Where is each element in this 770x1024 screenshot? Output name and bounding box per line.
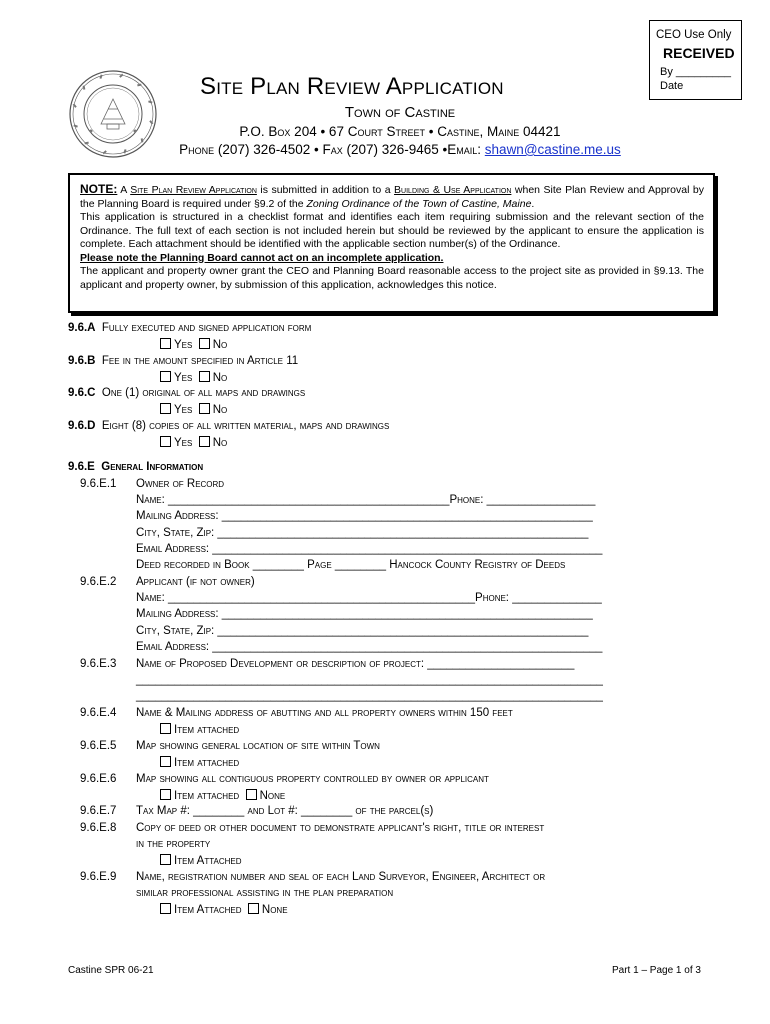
no-checkbox[interactable] bbox=[199, 338, 210, 349]
item-attached-checkbox[interactable] bbox=[160, 756, 171, 767]
town-name: Town of Castine bbox=[344, 104, 456, 121]
e5-attached bbox=[160, 756, 239, 769]
e7-number: 9.6.E.7 bbox=[80, 805, 117, 817]
item-attached-label: Item attached bbox=[174, 724, 240, 736]
footer-form-id: Castine SPR 06-21 bbox=[68, 965, 154, 976]
yes-checkbox[interactable] bbox=[160, 338, 171, 349]
yes-checkbox[interactable] bbox=[160, 371, 171, 382]
item-attached-label: Item Attached bbox=[174, 855, 242, 867]
general-info-heading bbox=[68, 461, 203, 473]
item-text: One (1) original of all maps and drawings bbox=[101, 387, 306, 399]
notice-incomplete-warning: Please note the Planning Board cannot act on an incomplete application. bbox=[80, 251, 444, 264]
applicant-heading: Applicant (if not owner) bbox=[136, 576, 255, 588]
owner-of-record-heading: Owner of Record bbox=[136, 478, 225, 490]
no-checkbox[interactable] bbox=[199, 403, 210, 414]
project-description-line[interactable]: _________________________________________________________________________ bbox=[136, 674, 603, 686]
deed-copy-item-cont: in the property bbox=[136, 838, 211, 850]
item-text: Eight (8) copies of all written material, maps and drawings bbox=[101, 420, 390, 432]
item-attached-checkbox[interactable] bbox=[160, 723, 171, 734]
checklist-item-c bbox=[68, 387, 305, 399]
page-title: Site Plan Review Application bbox=[200, 73, 504, 100]
yes-no-b bbox=[160, 371, 227, 384]
e6-number: 9.6.E.6 bbox=[80, 773, 117, 785]
no-label: No bbox=[212, 404, 228, 416]
e3-number: 9.6.E.3 bbox=[80, 658, 117, 670]
e4-number: 9.6.E.4 bbox=[80, 707, 117, 719]
yes-checkbox[interactable] bbox=[160, 403, 171, 414]
item-attached-checkbox[interactable] bbox=[160, 854, 171, 865]
phone-fax: Phone (207) 326-4502 • Fax (207) 326-9465 •Email: bbox=[179, 142, 485, 157]
item-attached-label: Item attached bbox=[174, 757, 240, 769]
yes-label: Yes bbox=[174, 339, 193, 351]
e4-attached bbox=[160, 723, 239, 736]
applicant-email-field[interactable]: Email Address: _____________________________________________________________ bbox=[136, 641, 603, 653]
no-label: No bbox=[212, 437, 228, 449]
no-checkbox[interactable] bbox=[199, 371, 210, 382]
mailing-address: P.O. Box 204 • 67 Court Street • Castine, Maine 04421 bbox=[239, 124, 561, 139]
notice-paragraph-2: This application is structured in a checklist format and identifies each item requiring submission and the relevant section of the Ordinance. The full text of each section is not included herein but should be reviewed by the applicant to ensure the application is complete. Each attachment should be identified with the applicable section number(s) of the Ordinance. bbox=[80, 211, 704, 250]
item-text: Fee in the amount specified in Article 11 bbox=[101, 355, 299, 367]
item-attached-checkbox[interactable] bbox=[160, 903, 171, 914]
contiguous-property-map-item: Map showing all contiguous property controlled by owner or applicant bbox=[136, 773, 489, 785]
spr-application-ref: Site Plan Review Application bbox=[130, 184, 257, 196]
e2-number: 9.6.E.2 bbox=[80, 576, 117, 588]
applicant-city-state-zip-field[interactable]: City, State, Zip: __________________________________________________________ bbox=[136, 625, 589, 637]
section-title: General Information bbox=[101, 461, 204, 473]
item-attached-label: Item Attached bbox=[174, 904, 242, 916]
received-label: RECEIVED bbox=[663, 45, 735, 61]
e5-number: 9.6.E.5 bbox=[80, 740, 117, 752]
owner-mailing-address-field[interactable]: Mailing Address: __________________________________________________________ bbox=[136, 510, 593, 522]
none-label: None bbox=[261, 904, 288, 916]
professional-seal-item: Name, registration number and seal of each Land Surveyor, Engineer, Architect or bbox=[136, 871, 546, 883]
deed-copy-item: Copy of deed or other document to demonstrate applicant's right, title or interest bbox=[136, 822, 545, 834]
project-name-field[interactable]: Name of Proposed Development or description of project: _______________________ bbox=[136, 658, 575, 670]
yes-no-a bbox=[160, 338, 227, 351]
yes-no-c bbox=[160, 403, 227, 416]
deed-recorded-field[interactable]: Deed recorded in Book ________ Page ________ Hancock County Registry of Deeds bbox=[136, 559, 566, 571]
yes-label: Yes bbox=[174, 437, 193, 449]
item-number: 9.6.A bbox=[68, 322, 96, 334]
notice-label: NOTE: bbox=[80, 182, 118, 196]
section-number: 9.6.E bbox=[68, 461, 95, 473]
item-text: Fully executed and signed application form bbox=[101, 322, 312, 334]
ordinance-ref: Zoning Ordinance of the Town of Castine, Maine bbox=[306, 197, 532, 210]
item-number: 9.6.C bbox=[68, 387, 96, 399]
checklist-item-b bbox=[68, 355, 298, 367]
yes-checkbox[interactable] bbox=[160, 436, 171, 447]
applicant-mailing-address-field[interactable]: Mailing Address: __________________________________________________________ bbox=[136, 608, 593, 620]
item-number: 9.6.B bbox=[68, 355, 96, 367]
project-description-line[interactable]: _________________________________________________________________________ bbox=[136, 690, 603, 702]
professional-seal-item-cont: similar professional assisting in the plan preparation bbox=[136, 887, 394, 899]
item-number: 9.6.D bbox=[68, 420, 96, 432]
no-label: No bbox=[212, 372, 228, 384]
checklist-item-a bbox=[68, 322, 311, 334]
received-by-label: By _________ bbox=[660, 66, 731, 78]
notice-text: when Site Plan Review and Approval by the Planning Board is required under §9.2 of the bbox=[80, 184, 705, 210]
ceo-use-box bbox=[649, 20, 742, 100]
e9-number: 9.6.E.9 bbox=[80, 871, 117, 883]
ceo-use-label: CEO Use Only bbox=[656, 29, 732, 41]
notice-paragraph-4: The applicant and property owner grant the CEO and Planning Board reasonable access to the project site as provided in §9.13. The applicant and property owner, by submission of this application, acknowledges this notice. bbox=[80, 265, 704, 291]
yes-label: Yes bbox=[174, 372, 193, 384]
no-label: No bbox=[212, 339, 228, 351]
notice-paragraph-1 bbox=[80, 183, 704, 211]
item-attached-checkbox[interactable] bbox=[160, 789, 171, 800]
notice-text: is submitted in addition to a bbox=[256, 184, 395, 196]
e1-number: 9.6.E.1 bbox=[80, 478, 117, 490]
owner-city-state-zip-field[interactable]: City, State, Zip: __________________________________________________________ bbox=[136, 527, 589, 539]
e9-attached bbox=[160, 903, 288, 916]
none-checkbox[interactable] bbox=[248, 903, 259, 914]
email-link[interactable]: shawn@castine.me.us bbox=[484, 142, 621, 157]
owner-email-field[interactable]: Email Address: _____________________________________________________________ bbox=[136, 543, 603, 555]
location-map-item: Map showing general location of site within Town bbox=[136, 740, 380, 752]
received-date-label: Date bbox=[660, 80, 684, 92]
contact-line bbox=[0, 142, 770, 157]
item-attached-label: Item attached bbox=[174, 790, 240, 802]
owner-name-field[interactable]: Name: ____________________________________________Phone: _________________ bbox=[136, 494, 596, 506]
e8-number: 9.6.E.8 bbox=[80, 822, 117, 834]
e8-attached bbox=[160, 854, 242, 867]
tax-map-lot-field[interactable]: Tax Map #: ________ and Lot #: ________ of the parcel(s) bbox=[136, 805, 434, 817]
yes-label: Yes bbox=[174, 404, 193, 416]
no-checkbox[interactable] bbox=[199, 436, 210, 447]
applicant-name-field[interactable]: Name: ________________________________________________Phone: ______________ bbox=[136, 592, 602, 604]
yes-no-d bbox=[160, 436, 227, 449]
notice-text: A bbox=[117, 184, 131, 196]
notice-text: . bbox=[531, 197, 535, 210]
abutters-list-item: Name & Mailing address of abutting and all property owners within 150 feet bbox=[136, 707, 513, 719]
none-label: None bbox=[259, 790, 286, 802]
e6-attached bbox=[160, 789, 285, 802]
bua-application-ref: Building & Use Application bbox=[394, 184, 512, 196]
footer-page-number: Part 1 – Page 1 of 3 bbox=[612, 965, 701, 976]
none-checkbox[interactable] bbox=[246, 789, 257, 800]
checklist-item-d bbox=[68, 420, 389, 432]
notice-box bbox=[68, 173, 715, 313]
